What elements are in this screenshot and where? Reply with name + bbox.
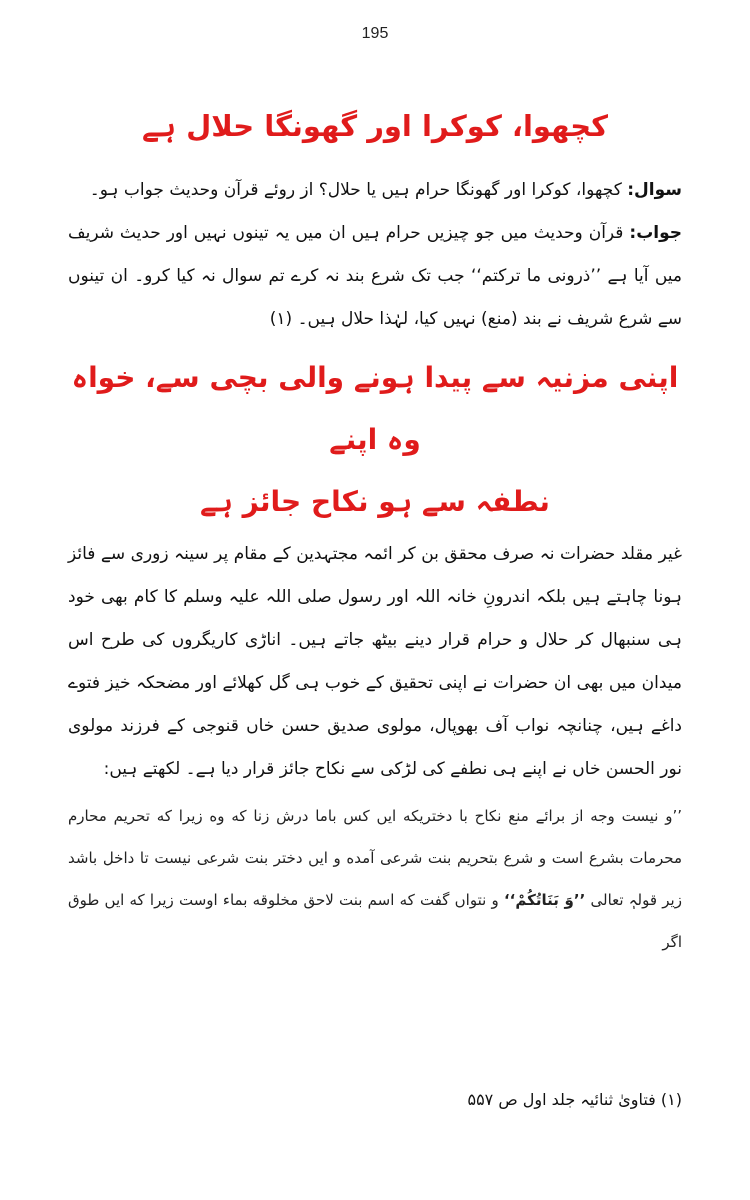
- heading-tortoise-halal: کچھوا، کوکرا اور گھونگا حلال ہے: [142, 109, 608, 143]
- question-paragraph: [68, 169, 682, 212]
- page-number: 195: [361, 25, 389, 42]
- footnote: (۱) فتاویٰ ثنائیہ جلد اول ص ۵۵۷: [467, 1090, 682, 1109]
- persian-quote: [68, 795, 682, 963]
- answer-label: جواب:: [629, 223, 683, 243]
- body-paragraph: غیر مقلد حضرات نہ صرف محقق بن کر ائمہ مجتہدین کے مقام پر سینہ زوری سے فائز ہونا چاہتے ہیں بلکہ اندرونِ خانہ اللہ اور رسول صلی اللہ علیہ وسلم کا کام بھی خود ہی سنبھال کر حلال و حرام قرار دینے بیٹھ جاتے ہیں۔ اناڑی کاریگروں کی طرح اس میدان میں بھی ان حضرات نے اپنی تحقیق کے خوب ہی گل کھلائے اور مضحکہ خیز فتوے داغے ہیں، چنانچہ نواب آف بھوپال، مولوی صدیق حسن خاں قنوجی کے فرزند مولوی نور الحسن خاں نے اپنے ہی نطفے کی لڑکی سے نکاح جائز قرار دیا ہے۔ لکھتے ہیں:: [68, 544, 682, 779]
- heading-nikah-line1: اپنی مزنیہ سے پیدا ہونے والی بچی سے، خواہ وہ اپنے: [71, 361, 679, 456]
- page-content: [68, 95, 682, 978]
- persian-quote-part1: ’’و نیست وجه از برائے منع نکاح با دختریکه ایں کس باما درش زنا که وه زیرا که تحریم محارم محرمات بشرع است و شرع بتحریم بنت شرعی آمده و ایں دختر بنت شرعی نیست تا داخل باشد زیر قولہٖ تعالی: [68, 807, 682, 909]
- heading-nikah-line2: نطفہ سے ہو نکاح جائز ہے: [200, 485, 550, 518]
- answer-paragraph: [68, 212, 682, 341]
- persian-quote-part2: و نتواں گفت که اسم بنت لاحق مخلوقه بماء اوست زیرا که ایں طوق اگر: [68, 891, 682, 951]
- persian-quote-verse: ’’وَ بَنَاتُكُمْ‘‘: [503, 891, 586, 909]
- heading-nikah: [68, 347, 682, 533]
- answer-text: قرآن وحدیث میں جو چیزیں حرام ہیں ان میں یہ تینوں نہیں اور حدیث شریف میں آیا ہے ’’ذرونی ما ترکتم‘‘ جب تک شرع بند نہ کرے تم سوال نہ کیا کرو۔ ان تینوں سے شرع شریف نے بند (منع) نہیں کیا، لہٰذا حلال ہیں۔ (۱): [68, 223, 682, 329]
- question-text: کچھوا، کوکرا اور گھونگا حرام ہیں یا حلال؟ از روئے قرآن وحدیث جواب ہو۔: [89, 180, 622, 200]
- question-label: سوال:: [627, 180, 682, 200]
